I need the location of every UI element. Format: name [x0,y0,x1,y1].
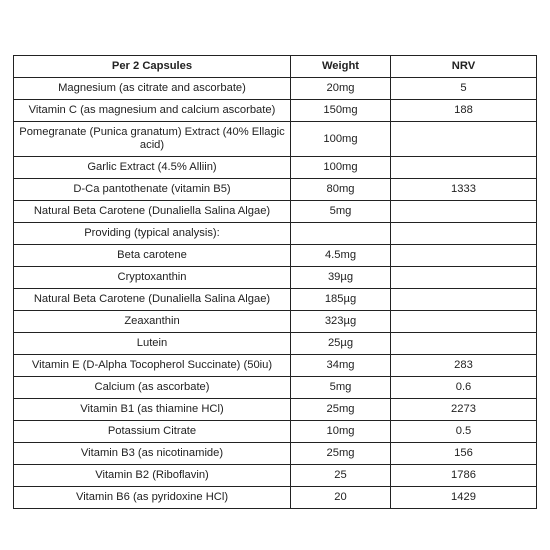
ingredient-cell: Vitamin B6 (as pyridoxine HCl) [14,487,291,509]
ingredient-cell: Natural Beta Carotene (Dunaliella Salina Algae) [14,289,291,311]
ingredient-cell: Potassium Citrate [14,421,291,443]
table-row [14,333,537,355]
weight-cell: 100mg [291,122,391,157]
ingredient-cell: D-Ca pantothenate (vitamin B5) [14,179,291,201]
ingredient-cell: Vitamin E (D-Alpha Tocopherol Succinate) (50iu) [14,355,291,377]
table-row [14,289,537,311]
nrv-cell [391,245,537,267]
table-row [14,355,537,377]
table-row [14,421,537,443]
nrv-cell: 5 [391,78,537,100]
table-row [14,100,537,122]
weight-cell: 20mg [291,78,391,100]
table-row [14,465,537,487]
nrv-cell [391,157,537,179]
weight-cell: 185µg [291,289,391,311]
nrv-cell: 0.5 [391,421,537,443]
nrv-cell: 1333 [391,179,537,201]
nrv-cell [391,333,537,355]
nrv-cell: 283 [391,355,537,377]
ingredient-cell: Cryptoxanthin [14,267,291,289]
table-row [14,122,537,157]
nrv-cell [391,289,537,311]
ingredient-cell: Vitamin B2 (Riboflavin) [14,465,291,487]
weight-cell: 20 [291,487,391,509]
header-ingredient: Per 2 Capsules [14,56,291,78]
weight-cell: 34mg [291,355,391,377]
weight-cell: 25 [291,465,391,487]
nrv-cell: 0.6 [391,377,537,399]
ingredient-cell: Calcium (as ascorbate) [14,377,291,399]
table-row [14,179,537,201]
weight-cell: 5mg [291,377,391,399]
header-nrv: NRV [391,56,537,78]
weight-cell: 39µg [291,267,391,289]
nrv-cell: 188 [391,100,537,122]
table-row [14,443,537,465]
ingredient-cell: Magnesium (as citrate and ascorbate) [14,78,291,100]
ingredient-cell: Pomegranate (Punica granatum) Extract (40% Ellagic acid) [14,122,291,157]
nrv-cell [391,122,537,157]
nrv-cell: 1786 [391,465,537,487]
table-row [14,377,537,399]
table-row [14,223,537,245]
ingredient-cell: Beta carotene [14,245,291,267]
nrv-cell: 2273 [391,399,537,421]
ingredient-cell: Lutein [14,333,291,355]
ingredient-cell: Vitamin B3 (as nicotinamide) [14,443,291,465]
table-row [14,157,537,179]
weight-cell: 5mg [291,201,391,223]
ingredient-cell: Vitamin B1 (as thiamine HCl) [14,399,291,421]
table-row [14,78,537,100]
ingredient-cell: Providing (typical analysis): [14,223,291,245]
nrv-cell [391,223,537,245]
weight-cell: 80mg [291,179,391,201]
weight-cell: 100mg [291,157,391,179]
ingredient-cell: Vitamin C (as magnesium and calcium ascorbate) [14,100,291,122]
nrv-cell [391,311,537,333]
nrv-cell [391,201,537,223]
table-row [14,245,537,267]
table-row [14,267,537,289]
weight-cell: 150mg [291,100,391,122]
header-row [14,56,537,78]
table-row [14,201,537,223]
weight-cell: 10mg [291,421,391,443]
weight-cell: 4.5mg [291,245,391,267]
ingredient-cell: Zeaxanthin [14,311,291,333]
weight-cell: 323µg [291,311,391,333]
weight-cell [291,223,391,245]
nrv-cell [391,267,537,289]
weight-cell: 25mg [291,399,391,421]
header-weight: Weight [291,56,391,78]
table-row [14,399,537,421]
weight-cell: 25mg [291,443,391,465]
table-row [14,487,537,509]
table-row [14,311,537,333]
weight-cell: 25µg [291,333,391,355]
nutrition-table [13,55,537,509]
ingredient-cell: Natural Beta Carotene (Dunaliella Salina Algae) [14,201,291,223]
nrv-cell: 1429 [391,487,537,509]
nrv-cell: 156 [391,443,537,465]
ingredient-cell: Garlic Extract (4.5% Alliin) [14,157,291,179]
